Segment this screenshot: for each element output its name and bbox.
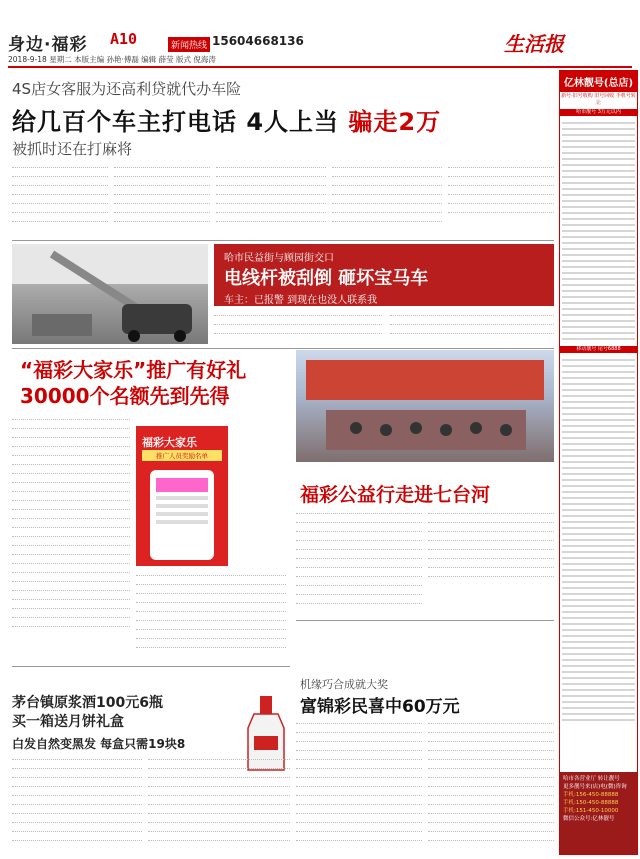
story1-body-col2 [114,162,210,238]
story4-body-col2 [428,508,554,614]
story5-headline-line3: 白发自然变黑发 每盒只需19块8 [12,737,186,751]
ad-foot-line3: 手机:156-450-88888 [563,792,619,798]
story6-body-col1 [296,718,422,854]
ad-foot-line5: 手机:151-450-10000 [563,808,619,814]
fucai-promo-graphic [136,426,228,566]
story2-body-col1 [214,310,382,346]
ad-band-1: 哈市靓号 3万元以内 [560,109,637,116]
hotline-badge: 新闻热线 [168,37,210,52]
ad-foot-line2: 更多靓号来(店)电(微)咨询 [563,784,627,790]
story1-headline [12,102,441,137]
story3-headline-line1: “福彩大家乐”推广有好礼 [20,358,247,382]
story2-headline: 电线杆被刮倒 砸坏宝马车 [224,268,429,289]
story2-photo [12,244,208,344]
street-scene-image [12,244,208,344]
story1-body-col3 [216,162,326,238]
story3-body-col2 [136,570,286,658]
ad-foot-line4: 手机:150-450-88888 [563,800,619,806]
page-code: A10 [110,30,138,48]
story1-subhead: 被抓时还在打麻将 [12,140,133,158]
ad-foot-line1: 哈市各营业厅 转让靓号 [563,776,620,782]
story5-body-col1 [12,754,142,854]
divider [296,620,554,621]
story1-body-col5 [448,162,554,238]
story1-kicker: 4S店女客服为还高利贷就代办车险 [12,80,242,98]
story2-subhead: 车主：已报警 到现在也没人联系我 [224,295,378,306]
date-line: 2018-9-18 星期二 本版主编 孙艳·傅磊 编辑 薛莹 版式 倪海涛 [8,55,216,64]
ad-subtitle: 新号·旧号收购 旧号回收 手机号转让 [561,93,636,106]
divider [12,666,290,667]
phone-mockup-image [136,466,228,566]
story4-headline: 福彩公益行走进七台河 [300,484,491,506]
story1-headline-main: 给几百个车主打电话 4人上当 [12,108,349,136]
ad-number-list-1 [560,117,637,345]
story1-headline-red: 骗走2万 [348,108,442,136]
story6-kicker: 机缘巧合成就大奖 [300,678,388,691]
story3-body-col1 [12,414,130,660]
ad-band-2: 移动靓号 尾号6888 [560,346,637,353]
header-rule [8,66,632,68]
story6-headline: 富锦彩民喜中60万元 [300,697,460,717]
event-stage-image [296,350,554,462]
promo-graphic-band: 推广人员奖励名单 [142,450,222,461]
story4-photo [296,350,554,462]
story1-body-col1 [12,162,108,238]
story5-headline-line1: 茅台镇原浆酒100元6瓶 [12,695,163,711]
story4-body-col1 [296,508,422,614]
divider [12,240,554,241]
story5-headline-line2: 买一箱送月饼礼盒 [12,714,124,730]
story2-kicker: 哈市民益街与顾园街交口 [224,253,334,264]
story6-body-col2 [428,718,554,854]
ad-footer [560,772,637,854]
hotline-number: 15604668136 [212,34,304,48]
story3-headline-line2: 30000个名额先到先得 [20,384,230,408]
paper-logo: 生活报 [504,32,564,56]
divider [12,348,554,349]
story1-body-col4 [332,162,442,238]
page-header [0,0,640,64]
section-title: 身边·福彩 [8,35,88,55]
story5-body-col2 [148,754,290,854]
promo-graphic-title: 福彩大家乐 [142,436,197,449]
ad-title: 亿林靓号(总店) [560,71,637,92]
ad-number-list-2 [560,354,637,726]
story2-body-col2 [390,310,554,346]
phone-number-ad [559,70,638,855]
ad-foot-line6: 微信公众号:亿林靓号 [563,816,615,822]
